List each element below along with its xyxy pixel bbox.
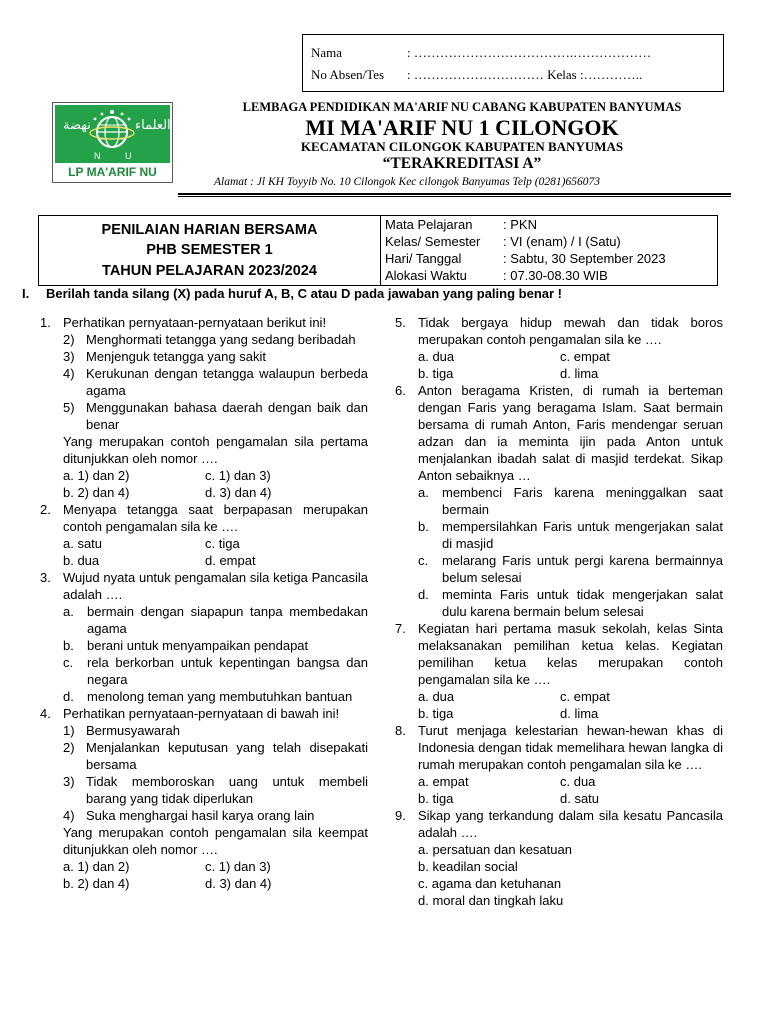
question-4-prompt: Yang merupakan contoh pengamalan sila keempat ditunjukkan oleh nomor …. <box>63 825 368 857</box>
meta-subject: Mata Pelajaran : PKN <box>385 217 537 232</box>
option-c[interactable]: c. dua <box>560 774 596 789</box>
name-label: Nama <box>311 45 343 60</box>
list-item: 4) Suka menghargai hasil karya orang lain <box>63 808 315 823</box>
option-a[interactable]: a. bermain dengan siapapun tanpa membedakan agama <box>63 604 368 636</box>
absen-label: No Absen/Tes <box>311 67 385 82</box>
option-d[interactable]: d. lima <box>560 706 599 721</box>
logo-letters: N <box>94 151 101 161</box>
list-item: 3) Menjenguk tetangga yang sakit <box>63 349 266 364</box>
answer-options <box>395 790 723 807</box>
option-b[interactable]: b. tiga <box>418 706 454 721</box>
logo-emblem <box>55 105 170 163</box>
option-b[interactable]: b. 2) dan 4) <box>63 485 130 500</box>
answer-options <box>395 773 723 790</box>
list-item: 2) Menjalankan keputusan yang telah disepakati bersama <box>63 740 368 772</box>
option-a[interactable]: a. 1) dan 2) <box>63 859 130 874</box>
option-a[interactable]: a. dua <box>418 689 455 704</box>
answer-options <box>40 484 368 501</box>
meta-time: Alokasi Waktu : 07.30-08.30 WIB <box>385 268 608 283</box>
answer-options <box>40 467 368 484</box>
answer-options <box>395 348 723 365</box>
district-line: KECAMATAN CILONGOK KABUPATEN BANYUMAS <box>300 139 624 154</box>
header-divider <box>178 193 731 195</box>
school-address: Alamat : Jl KH Toyyib No. 10 Cilongok Kec cilongok Banyumas Telp (0281)656073 <box>214 176 600 188</box>
institution-name: LEMBAGA PENDIDIKAN MA'ARIF NU CABANG KABUPATEN BANYUMAS <box>242 100 682 114</box>
option-b[interactable]: b. keadilan social <box>418 859 518 874</box>
option-d[interactable]: d. satu <box>560 791 600 806</box>
header-divider-thin <box>178 196 731 197</box>
exam-title-3: TAHUN PELAJARAN 2023/2024 <box>102 263 317 279</box>
logo-arabic-left: نهضة <box>63 118 91 133</box>
name-field[interactable]: : ……………………………….……………… <box>407 45 652 60</box>
instruction-text: Berilah tanda silang (X) pada huruf A, B, C atau D pada jawaban yang paling benar ! <box>46 286 562 301</box>
answer-options <box>40 858 368 875</box>
questions-right-column <box>395 314 723 909</box>
logo-caption: LP MA'ARIF NU <box>68 165 157 179</box>
answer-options <box>40 875 368 892</box>
answer-options <box>395 365 723 382</box>
answer-options <box>40 535 368 552</box>
option-a[interactable]: a. 1) dan 2) <box>63 468 130 483</box>
section-number: I. <box>22 286 30 301</box>
answer-options <box>40 552 368 569</box>
option-c[interactable]: c. agama dan ketuhanan <box>418 876 562 891</box>
student-info-box <box>302 34 724 92</box>
list-item: 3) Tidak memboroskan uang untuk membeli barang yang tidak diperlukan <box>63 774 368 806</box>
option-a[interactable]: a. dua <box>418 349 455 364</box>
option-a[interactable]: a. persatuan dan kesatuan <box>418 842 572 857</box>
question-7: 7. Kegiatan hari pertama masuk sekolah, kelas Sinta melaksanakan pemilihan ketua kelas. Kegiatan pemilihan ketua kelas merupakan contoh pengamalan sila ke …. <box>395 621 723 687</box>
question-2: 2. Menyapa tetangga saat berpapasan merupakan contoh pengamalan sila ke …. <box>40 502 368 534</box>
option-c[interactable]: c. rela berkorban untuk kepentingan bangsa dan negara <box>63 655 368 687</box>
logo-arabic-right: العلماء <box>135 118 170 133</box>
option-d[interactable]: d. empat <box>205 553 256 568</box>
school-name: MI MA'ARIF NU 1 CILONGOK <box>305 115 619 140</box>
option-d[interactable]: d. lima <box>560 366 599 381</box>
exam-title-1: PENILAIAN HARIAN BERSAMA <box>101 222 318 238</box>
option-d[interactable]: d. 3) dan 4) <box>205 876 272 891</box>
question-8: 8. Turut menjaga kelestarian hewan-hewan khas di Indonesia dengan tidak memelihara hewan langka di rumah merupakan contoh pengamalan sila ke …. <box>395 723 723 772</box>
option-d[interactable]: d. meminta Faris untuk tidak mengerjakan salat dulu karena bermain belum selesai <box>418 587 723 619</box>
option-b[interactable]: b. tiga <box>418 366 454 381</box>
question-5: 5. Tidak bergaya hidup mewah dan tidak boros merupakan contoh pengamalan sila ke …. <box>395 315 723 347</box>
option-d[interactable]: d. moral dan tingkah laku <box>418 893 564 908</box>
instruction <box>22 286 562 301</box>
option-b[interactable]: b. dua <box>63 553 100 568</box>
question-9: 9. Sikap yang terkandung dalam sila kesatu Pancasila adalah …. <box>395 808 723 840</box>
question-1: 1. Perhatikan pernyataan-pernyataan berikut ini! <box>40 315 327 330</box>
option-c[interactable]: c. melarang Faris untuk pergi karena bermainnya belum selesai <box>418 553 723 585</box>
question-4: 4. Perhatikan pernyataan-pernyataan di bawah ini! <box>40 706 340 721</box>
option-c[interactable]: c. 1) dan 3) <box>205 859 271 874</box>
question-3: 3. Wujud nyata untuk pengamalan sila ketiga Pancasila adalah …. <box>40 570 368 602</box>
option-d[interactable]: d. menolong teman yang membutuhkan bantuan <box>63 689 353 704</box>
list-item: 4) Kerukunan dengan tetangga walaupun berbeda agama <box>63 366 368 398</box>
option-c[interactable]: c. 1) dan 3) <box>205 468 271 483</box>
option-b[interactable]: b. berani untuk menyampaikan pendapat <box>63 638 309 653</box>
lp-maarif-logo <box>52 102 173 183</box>
list-item: 5) Menggunakan bahasa daerah dengan baik dan benar <box>63 400 368 432</box>
accreditation-line: “TERAKREDITASI A” <box>382 155 542 172</box>
option-c[interactable]: c. tiga <box>205 536 240 551</box>
option-b[interactable]: b. mempersilahkan Faris untuk mengerjakan salat di masjid <box>418 519 723 551</box>
option-a[interactable]: a. membenci Faris karena meninggalkan saat bermain <box>418 485 723 517</box>
answer-options <box>395 688 723 705</box>
question-1-prompt: Yang merupakan contoh pengamalan sila pertama ditunjukkan oleh nomor …. <box>63 434 368 466</box>
answer-options <box>395 705 723 722</box>
option-a[interactable]: a. satu <box>63 536 103 551</box>
exam-info-table <box>38 215 718 286</box>
nu-globe-icon <box>55 105 170 163</box>
option-a[interactable]: a. empat <box>418 774 469 789</box>
list-item: 1) Bermusyawarah <box>63 723 180 738</box>
meta-class: Kelas/ Semester : VI (enam) / I (Satu) <box>385 234 621 249</box>
svg-text:U: U <box>125 151 132 161</box>
exam-title-2: PHB SEMESTER 1 <box>146 242 273 258</box>
option-c[interactable]: c. empat <box>560 349 610 364</box>
option-b[interactable]: b. 2) dan 4) <box>63 876 130 891</box>
option-c[interactable]: c. empat <box>560 689 610 704</box>
questions-left-column <box>40 314 368 892</box>
list-item: 2) Menghormati tetangga yang sedang beribadah <box>63 332 356 347</box>
table-divider <box>380 216 381 285</box>
option-d[interactable]: d. 3) dan 4) <box>205 485 272 500</box>
absen-field[interactable]: : ………………………… Kelas :………….. <box>407 67 643 82</box>
meta-date: Hari/ Tanggal : Sabtu, 30 September 2023 <box>385 251 666 266</box>
question-6: 6. Anton beragama Kristen, di rumah ia berteman dengan Faris yang beragama Islam. Saat bermain bersama di rumah Anton, Faris mendengar seruan adzan dan ia meminta ijin pada Anton untuk menjalankan ibadah salat di masjid terdekat. Sikap Anton sebaiknya … <box>395 383 723 483</box>
option-b[interactable]: b. tiga <box>418 791 454 806</box>
